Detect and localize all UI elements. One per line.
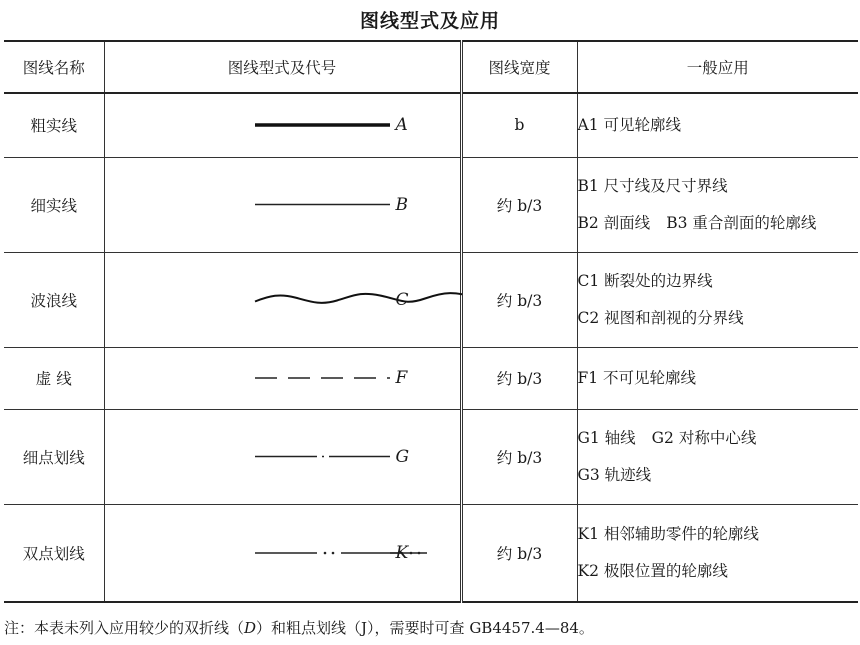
line-width: 约 b/3 — [461, 252, 577, 347]
line-form-cell — [104, 504, 461, 602]
table-row — [4, 409, 858, 504]
table-row — [4, 157, 858, 252]
usage-item: C1 断裂处的边界线 — [577, 271, 713, 290]
line-form-cell — [104, 252, 461, 347]
usage-item: B1 尺寸线及尺寸界线 — [577, 176, 728, 195]
line-name: 虚 线 — [4, 347, 104, 409]
usage-line — [578, 457, 859, 494]
line-name: 细点划线 — [4, 409, 104, 504]
usage-item: G3 轨迹线 — [577, 465, 652, 484]
usage-line — [578, 553, 859, 590]
usage-line — [578, 168, 859, 205]
table-row — [4, 504, 858, 602]
line-width: b — [461, 93, 577, 157]
line-usage — [577, 157, 858, 252]
line-types-table — [4, 40, 858, 603]
table-row — [4, 252, 858, 347]
line-usage — [577, 347, 858, 409]
usage-item: F1 不可见轮廓线 — [577, 368, 697, 387]
header-form: 图线型式及代号 — [104, 41, 461, 93]
usage-item: K1 相邻辅助零件的轮廓线 — [577, 524, 759, 543]
table-row — [4, 93, 858, 157]
table-row — [4, 347, 858, 409]
line-width: 约 b/3 — [461, 347, 577, 409]
line-code: G — [395, 446, 410, 467]
line-form-cell — [104, 347, 461, 409]
line-usage — [577, 93, 858, 157]
line-form-cell — [104, 409, 461, 504]
line-usage — [577, 504, 858, 602]
line-name: 粗实线 — [4, 93, 104, 157]
table-title: 图线型式及应用 — [359, 10, 500, 32]
line-code: F — [395, 368, 408, 388]
line-form-cell — [104, 157, 461, 252]
usage-item: G2 对称中心线 — [651, 428, 757, 447]
line-name: 波浪线 — [4, 252, 104, 347]
line-usage — [577, 252, 858, 347]
usage-line — [578, 420, 859, 457]
line-sample-thick — [105, 94, 462, 156]
usage-line — [578, 205, 859, 242]
usage-line — [578, 263, 859, 300]
header-row — [4, 41, 858, 93]
line-name: 细实线 — [4, 157, 104, 252]
usage-line — [578, 300, 859, 337]
usage-item: K2 极限位置的轮廓线 — [577, 561, 728, 580]
line-sample-dashed — [105, 348, 462, 408]
line-width: 约 b/3 — [461, 157, 577, 252]
usage-line — [578, 107, 859, 144]
usage-item: B3 重合剖面的轮廓线 — [666, 213, 817, 232]
footnote: 注：本表未列入应用较少的双折线（D）和粗点划线（J），需要时可查 GB4457.4—84。 — [4, 619, 594, 637]
line-form-cell — [104, 93, 461, 157]
usage-item: B2 剖面线 — [577, 213, 651, 232]
line-width: 约 b/3 — [461, 409, 577, 504]
line-code: B — [395, 194, 408, 215]
usage-item: C2 视图和剖视的分界线 — [577, 308, 744, 327]
line-name: 双点划线 — [4, 504, 104, 602]
usage-line — [578, 516, 859, 553]
usage-item: A1 可见轮廓线 — [577, 115, 681, 134]
line-width: 约 b/3 — [461, 504, 577, 602]
line-code: A — [395, 115, 408, 136]
header-name: 图线名称 — [4, 41, 104, 93]
line-code: K — [395, 542, 409, 563]
usage-item: G1 轴线 — [577, 428, 636, 447]
line-usage — [577, 409, 858, 504]
header-width: 图线宽度 — [461, 41, 577, 93]
header-usage: 一般应用 — [577, 41, 858, 93]
line-code: C — [395, 289, 409, 310]
usage-line — [578, 360, 859, 397]
